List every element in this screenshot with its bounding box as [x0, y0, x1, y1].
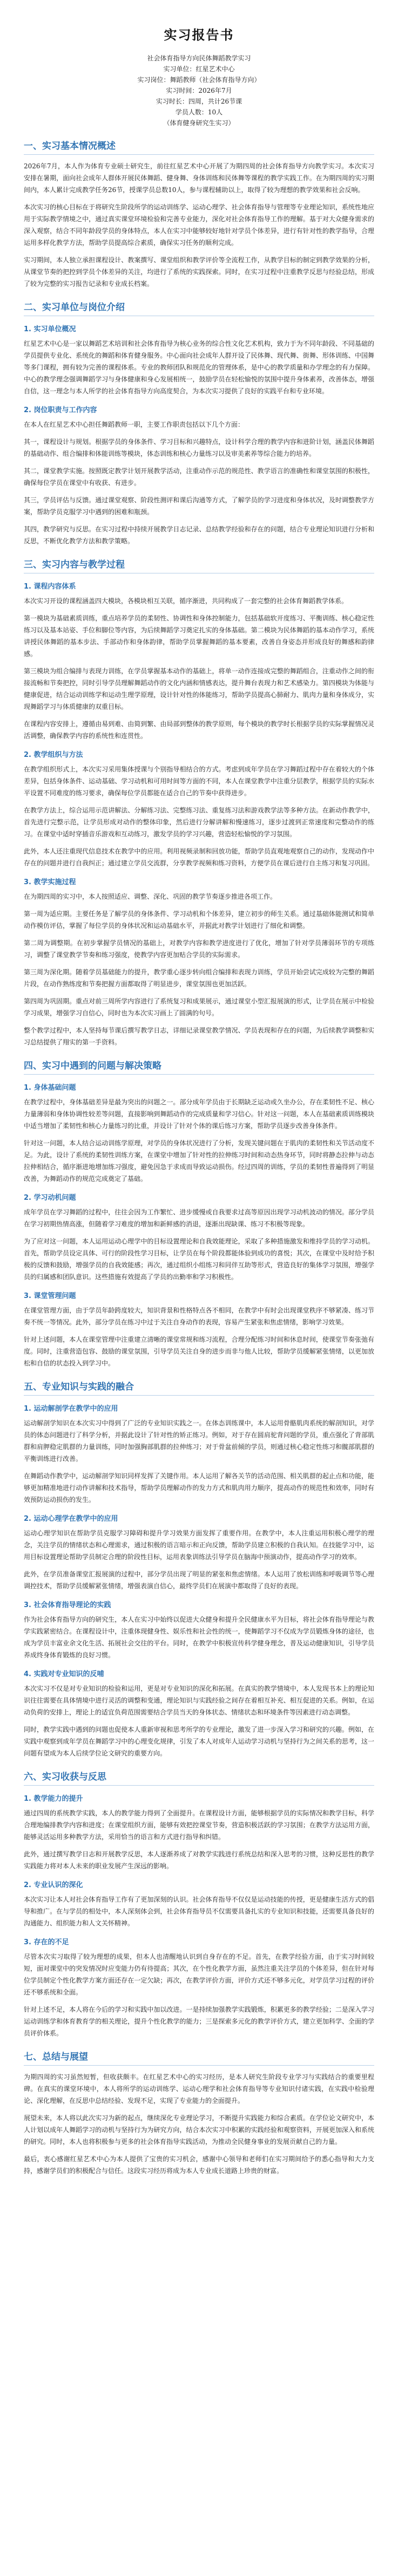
paragraph: 此外，通过撰写教学日志和开展教学反思，本人逐渐养成了对教学实践进行系统总结和深入思考的习惯，这种反思性的教学实践能力将对本人未来的职业发展产生深远的影响。 — [24, 1850, 374, 1870]
paragraph: 本次实习不仅是对专业知识的检验和运用，更是对专业知识的深化和拓展。在真实的教学情境中，本人发现书本上的理论知识往往需要在具体情境中进行灵活的调整和变通，理论知识与实践经验之间存在着相互补充、相互促进的关系。例如，在运动负荷的安排上，理论上的适宜负荷范围需要结合学员当天的身体状态、情绪状态和环境条件等因素进行动态调整。 — [24, 1685, 374, 1716]
paragraph: 运动解剖学知识在本次实习中得到了广泛的专业知识实践之一。在体态训练课中，本人运用骨骼肌肉系统的解剖知识，对学员的体态问题进行了科学分析，并据此设计了针对性的矫正练习。例如，对于存在圆肩驼背问题的学员，重点强化了背部肌群和肩胛稳定肌群的力量训练，同时加强胸部肌群的拉伸练习；对于骨盆前倾的学员，则通过核心稳定性练习和髋部肌群的平衡训练进行改善。 — [24, 1419, 374, 1463]
subsection-heading: 1. 实习单位概况 — [24, 325, 76, 333]
subsection-heading: 1. 教学能力的提升 — [24, 1795, 83, 1803]
paragraph: 其二，课堂教学实施。按照既定教学计划开展教学活动，注重动作示范的规范性、教学语言的准确性和课堂氛围的积极性，确保每位学员在课堂中有收获、有进步。 — [24, 467, 374, 487]
paragraph: 在教学方法上，综合运用示范讲解法、分解练习法、完整练习法、重复练习法和游戏教学法等多种方法。在新动作教学中，首先进行完整示范，让学员形成对动作的整体印象，然后进行分解讲解和慢速练习，逐步过渡到正常速度和完整动作的练习。在课堂中适时穿插音乐游戏和互动练习，激发学员的学习兴趣，营造轻松愉悦的学习氛围。 — [24, 807, 374, 838]
meta-line: 实习岗位：舞蹈教师（社会体育指导方向） — [137, 76, 261, 84]
paragraph: 实习期间，本人独立承担课程设计、教案撰写、课堂组织和教学评价等全流程工作，从教学目标的制定到教学效果的分析，从课堂节奏的把控到学员个体差异的关注，均进行了系统的实践探索。同时，在实习过程中注重教学反思与经验总结，形成了较为完整的实习报告记录和专业成长档案。 — [24, 256, 374, 288]
report-section — [24, 1771, 374, 2039]
meta-line: 实习单位：红星艺术中心 — [163, 65, 235, 73]
paragraph: 在课程内容安排上，遵循由易到难、由简到繁、由局部到整体的教学原则，每个模块的教学时长根据学员的实际掌握情况灵活调整，确保教学内容的系统性和连贯性。 — [24, 720, 374, 740]
paragraph: 在本人在红星艺术中心担任舞蹈教师一职，主要工作职责包括以下几个方面： — [24, 421, 245, 428]
meta-line: 实习时长：四周，共计26节课 — [156, 98, 242, 105]
subsection-heading: 3. 存在的不足 — [24, 1938, 69, 1946]
paragraph: 此外，本人还注重现代信息技术在教学中的应用。利用视频录制和回放功能，帮助学员直观地观察自己的动作，发现动作中存在的问题并进行自我纠正；通过建立学员交流群，分享教学视频和练习资料，方便学员在课后进行自主练习和复习巩固。 — [24, 848, 374, 867]
subsection-heading: 3. 教学实施过程 — [24, 878, 76, 886]
report-body — [24, 140, 374, 2177]
section-heading: 三、实习内容与教学过程 — [24, 559, 374, 573]
subsection-heading: 3. 社会体育指导理论的实践 — [24, 1601, 111, 1609]
paragraph: 展望未来，本人将以此次实习为新的起点，继续深化专业理论学习，不断提升实践能力和综合素质。在学位论文研究中，本人计划以成年人舞蹈学习的动机与坚持行为为研究方向，结合本次实习中积累的实践经验和观察资料，开展更加深入和系统的研究。同时，本人也将积极参与更多的社会体育指导实践活动，为推动全民健身事业的发展贡献自己的力量。 — [24, 2114, 374, 2145]
report-section — [24, 1381, 374, 1759]
paragraph: 整个教学过程中，本人坚持每节课后撰写教学日志，详细记录课堂教学情况、学员表现和存在的问题，为后续教学调整和实习总结提供了翔实的第一手资料。 — [24, 1027, 374, 1046]
paragraph: 尽管本次实习取得了较为理想的成果，但本人也清醒地认识到自身存在的不足。首先，在教学经验方面，由于实习时间较短，面对课堂中的突发情况时应变能力仍有待提高；其次，在个性化教学方面，虽然注重关注学员的个体差异，但在针对每位学员制定个性化教学方案方面还存在一定欠缺；再次，在教学评价方面，评价方式还不够多元化，对学员学习过程的评价还不够系统和全面。 — [24, 1953, 374, 1996]
paragraph: 通过四周的系统教学实践，本人的教学能力得到了全面提升。在课程设计方面，能够根据学员的实际情况和教学目标，科学合理地编排教学内容和进度；在课堂组织方面，能够有效把控课堂节奏，营造积极活跃的学习氛围；在教学方法运用方面，能够灵活运用多种教学方法，采用恰当的语言和方式进行指导和纠错。 — [24, 1809, 374, 1841]
section-heading: 四、实习中遇到的问题与解决策略 — [24, 1060, 374, 1075]
paragraph: 在舞蹈动作教学中，运动解剖学知识同样发挥了关键作用。本人运用了解各关节的活动范围、相关肌群的起止点和功能，能够更加精准地进行动作讲解和技术指导，帮助学员理解动作的发力方式和肌肉用力顺序，提高动作的规范性和效率，同时有效预防运动损伤的发生。 — [24, 1472, 374, 1504]
paragraph: 本次实习让本人对社会体育指导工作有了更加深刻的认识。社会体育指导不仅仅是运动技能的传授，更是健康生活方式的倡导和推广。在与学员的相处中，本人深刻体会到，社会体育指导员不仅需要具备扎实的专业知识和技能，还需要具备良好的沟通能力、组织能力和人文关怀精神。 — [24, 1896, 374, 1927]
section-heading: 二、实习单位与岗位介绍 — [24, 302, 374, 316]
paragraph: 最后，衷心感谢红星艺术中心为本人提供了宝贵的实习机会，感谢中心领导和老师们在实习期间给予的悉心指导和大力支持，感谢学员们的积极配合与信任。这段实习经历将成为本人专业成长道路上珍贵的财富。 — [24, 2155, 374, 2175]
report-section — [24, 559, 374, 1048]
paragraph: 其四，教学研究与反思。在实习过程中持续开展教学日志记录、总结教学经验和存在的问题，结合专业理论知识进行分析和反思，不断优化教学方法和教学策略。 — [24, 525, 374, 545]
paragraph: 为期四周的实习虽然短暂，但收获颇丰。在红星艺术中心的实习经历，是本人研究生阶段专业学习与实践结合的重要里程碑。在真实的课堂环境中，本人将所学的运动训练学、运动心理学和社会体育指导等专业知识付诸实践，在实践中检验理论、深化理解，在反思中总结经验、发现不足，实现了专业能力的全面提升。 — [24, 2073, 374, 2104]
report-section — [24, 1060, 374, 1369]
paragraph: 为了应对这一问题，本人运用运动心理学中的目标设置理论和自我效能理论，采取了多种措施激发和维持学员的学习动机。首先，帮助学员设定具体、可行的阶段性学习目标，让学员在每个阶段都能体验到成功的喜悦；其次，在课堂中及时给予积极的反馈和鼓励，增强学员的自我效能感；再次，通过组织小组练习和同伴互助等形式，营造良好的集体学习氛围，增强学员的归属感和团队意识。这些措施有效提高了学员的出勤率和学习积极性。 — [24, 1238, 374, 1281]
paragraph: 作为社会体育指导方向的研究生，本人在实习中始终以促进大众健身和提升全民健康水平为目标，将社会体育指导理论与教学实践紧密结合。在课程设计中，注重体现健身性、娱乐性和社会性的统一，使舞蹈学习不仅成为学员锻炼身体的途径，也成为学员丰富业余文化生活、拓展社会交往的平台。同时，在教学中积极宣传科学健身理念，普及运动健康知识，引导学员养成终身体育锻炼的良好习惯。 — [24, 1616, 374, 1659]
paragraph: 本次实习开设的课程涵盖四大模块，各模块相互关联，循序渐进，共同构成了一套完整的社会体育舞蹈教学体系。 — [24, 597, 348, 605]
paragraph: 第二周为调整期。在初步掌握学员情况的基础上，对教学内容和教学进度进行了优化，增加了针对学员薄弱环节的专项练习，调整了课堂教学节奏和练习强度，使教学内容更加贴合学员的实际需求。 — [24, 939, 374, 959]
paragraph: 第三模块为组合编排与表现力训练，在学员掌握基本动作的基础上，将单一动作连接成完整的舞蹈组合，注重动作之间的衔接流畅和节奏把控，同时引导学员理解舞蹈动作的文化内涵和情感表达，提升舞台表现力和艺术感染力。第四模块为体能与健康促进，结合运动训练学和运动生理学原理，设计针对性的体能练习，帮助学员提高心肺耐力、肌肉力量和身体成分，实现舞蹈学习与体质健康的双重目标。 — [24, 667, 374, 710]
paragraph: 在课堂管理方面，由于学员年龄跨度较大，知识背景和性格特点各不相同，在教学中有时会出现课堂秩序不够紧凑、练习节奏不统一等情况。此外，部分学员在练习中过于关注自身动作的表现，容易产生紧张和焦虑情绪，影响学习效果。 — [24, 1307, 374, 1326]
paragraph: 针对这一问题，本人结合运动训练学原理，对学员的身体状况进行了分析，发现关键问题在于肌肉的柔韧性和关节活动度不足。为此，设计了系统的柔韧性训练方案，在课堂中增加了针对性的拉伸练习时间和动态热身环节，同时将静态拉伸与动态拉伸相结合，循序渐进地增加练习强度，避免因急于求成而导致运动损伤。经过四周的训练，学员的柔韧性普遍得到了明显改善，为舞蹈动作的规范完成奠定了基础。 — [24, 1139, 374, 1183]
paragraph: 2026年7月，本人作为体育专业硕士研究生，前往红星艺术中心开展了为期四周的社会体育指导方向教学实习。本次实习安排在暑期，面向社会成年人群体开展民体舞蹈、健身舞、身体训练和民体舞等课程的教学实践工作。在为期四周的实习期间内，本人累计完成教学任务26节，授课学员总数10人，参与课程辅助以上，取得了较为理想的教学效果和社会反响。 — [24, 162, 374, 194]
paragraph: 其三，学员评估与反馈。通过课堂观察、阶段性测评和课后沟通等方式，了解学员的学习进度和身体状况，及时调整教学方案，帮助学员克服学习中遇到的困难和瓶颈。 — [24, 496, 374, 516]
section-heading: 六、实习收获与反思 — [24, 1771, 374, 1786]
paragraph: 同时，教学实践中遇到的问题也促使本人重新审视和思考所学的专业理论，激发了进一步深入学习和研究的兴趣。例如，在实践中观察到成年学员在舞蹈学习中的心理变化规律，引发了本人对成年人运动学习动机与坚持行为之间关系的思考，这一问题有望成为本人后续学位论文研究的重要方向。 — [24, 1726, 374, 1757]
report-meta — [24, 53, 374, 128]
report-section — [24, 140, 374, 290]
subsection-heading: 2. 教学组织与方法 — [24, 751, 83, 759]
paragraph: 在为期四周的实习中，本人按照适应、调整、深化、巩固的教学节奏逐步推进各项工作。 — [24, 893, 277, 900]
meta-line: 实习时间：2026年7月 — [166, 87, 232, 94]
section-heading: 一、实习基本情况概述 — [24, 140, 374, 155]
paragraph: 成年学员在学习舞蹈的过程中，往往会因为工作繁忙、进步缓慢或自我要求过高等原因出现学习动机波动的情况。部分学员在学习初期热情高涨，但随着学习难度的增加和新鲜感的消退，逐渐出现缺课、练习不积极等现象。 — [24, 1208, 374, 1228]
meta-line: 学员人数：10人 — [175, 108, 223, 116]
paragraph: 本次实习的核心目标在于将研究生阶段所学的运动训练学、运动心理学、社会体育指导与管理等专业理论知识，系统性地应用于实际教学情境之中，通过真实课堂环境检验和完善专业能力，深化对社会体育指导工作的理解。基于对大众健身需求的深入观察，结合不同年龄段学员的身体特点，本人在实习中能够较好地针对学员个体差异，进行有针对性的教学指导，合理运用多样化教学方法，帮助学员提高综合素质，确保实习任务的顺利完成。 — [24, 203, 374, 247]
subsection-heading: 1. 运动解剖学在教学中的应用 — [24, 1405, 118, 1413]
subsection-heading: 2. 岗位职责与工作内容 — [24, 406, 97, 414]
paragraph: 针对上述不足，本人将在今后的学习和实践中加以改进。一是持续加强教学实践锻炼，积累更多的教学经验；二是深入学习运动训练学和体育教育学的相关理论，提升个性化教学的能力；三是探索多元化的教学评价方式，建立更加科学、全面的学员评价体系。 — [24, 2006, 374, 2037]
subsection-heading: 4. 实践对专业知识的反哺 — [24, 1670, 104, 1678]
paragraph: 红星艺术中心是一家以舞蹈艺术培训和社会体育指导为核心业务的综合性文化艺术机构，致力于为不同年龄段、不同基础的学员提供专业化、系统化的舞蹈和体育健身服务。中心面向社会成年人群开设了民体舞、现代舞、街舞、形体训练、中国舞等多门课程，拥有较为完善的课程体系。专业的教师团队和规范化的管理体系，是中心的教学质量和办学理念的有力保障。中心的教学理念强调舞蹈学习与身体健康和身心发展相统一，鼓励学员在轻松愉悦的氛围中提升身体素养，改善体态，增强自信，这一理念与本人所学的社会体育指导方向高度契合，为本次实习提供了良好的实践平台和专业环境。 — [24, 340, 374, 395]
meta-line: 社会体育指导方向民体舞蹈教学实习 — [147, 54, 251, 62]
paragraph: 在教学组织形式上，本次实习采用集体授课与个别指导相结合的方式。考虑到成年学员在学习舞蹈过程中存在着较大的个体差异，包括身体条件、运动基础、学习动机和可用时间等方面的不同，本人在课堂教学中注重分层教学，根据学员的实际水平设置不同难度的练习要求，确保每位学员都能在适合自己的节奏中获得进步。 — [24, 766, 374, 797]
section-heading: 七、总结与展望 — [24, 2051, 374, 2066]
subsection-heading: 1. 身体基础问题 — [24, 1084, 76, 1092]
subsection-heading: 2. 运动心理学在教学中的应用 — [24, 1515, 118, 1523]
paragraph: 第一模块为基础素质训练，重点培养学员的柔韧性、协调性和身体控制能力，包括基础软开度练习、平衡训练、核心稳定性练习以及基本站姿、手位和脚位等内容，为后续舞蹈学习奠定扎实的身体基础。第二模块为民体舞蹈的基本动作学习，系统讲授民体舞蹈的基本步法、手部动作和身体韵律，帮助学员掌握舞蹈的基本要素，改善自身姿态并形成良好的舞感和韵律感。 — [24, 614, 374, 658]
paragraph: 第四周为巩固期。重点对前三周所学内容进行了系统复习和成果展示，通过课堂小型汇报展演的形式，让学员在展示中检验学习成果，增强学习自信心，同时也为本次实习画上了圆满的句号。 — [24, 997, 374, 1017]
report-section — [24, 302, 374, 547]
report-title: 实习报告书 — [164, 28, 234, 43]
subsection-heading: 2. 学习动机问题 — [24, 1194, 76, 1202]
subsection-heading: 1. 课程内容体系 — [24, 583, 76, 591]
subsection-heading: 3. 课堂管理问题 — [24, 1292, 76, 1300]
subsection-heading: 2. 专业认识的深化 — [24, 1881, 83, 1889]
paragraph: 此外，在学员准备课堂汇报展演的过程中，部分学员出现了明显的紧张和焦虑情绪。本人运用了放松训练和呼吸调节等心理调控技术，帮助学员缓解紧张情绪，增强表演自信心，最终学员们在展演中都取得了良好的表现。 — [24, 1570, 374, 1590]
paragraph: 针对上述问题，本人在课堂管理中注重建立清晰的课堂常规和练习流程，合理分配练习时间和休息时间，使课堂节奏张弛有度。同时，注重营造包容、鼓励的课堂氛围，引导学员关注自身的进步而非与他人比较，帮助学员缓解紧张情绪，以更加放松和自信的状态投入到学习中。 — [24, 1336, 374, 1367]
paragraph: 第三周为深化期。随着学员基础能力的提升，教学重心逐步转向组合编排和表现力训练，学员开始尝试完成较为完整的舞蹈片段，在动作熟练度和节奏把握方面都取得了明显进步，课堂氛围也更加活跃。 — [24, 968, 374, 988]
meta-line: （体育健身研究生实习） — [163, 119, 235, 127]
section-heading: 五、专业知识与实践的融合 — [24, 1381, 374, 1396]
paragraph: 第一周为适应期。主要任务是了解学员的身体条件、学习动机和个体差异，建立初步的师生关系。通过基础体能测试和简单动作模仿评估，掌握了每位学员的身体状况和运动基础水平，并据此对教学计划进行了细化和调整。 — [24, 910, 374, 930]
paragraph: 在教学过程中，身体基础差异是最为突出的问题之一。部分成年学员由于长期缺乏运动或久坐办公，存在柔韧性不足、核心力量薄弱和身体协调性较差等问题，直接影响到舞蹈动作的完成质量和学习信心。针对这一问题，本人在基础素质训练模块中适当增加了柔韧性和核心力量练习的比重，并设计了针对个体的课后练习方案，帮助学员逐步改善身体条件。 — [24, 1098, 374, 1130]
paragraph: 其一，课程设计与规划。根据学员的身体条件、学习目标和兴趣特点，设计科学合理的教学内容和进阶计划，涵盖民体舞蹈的基础动作、组合编排和体能训练等模块，体态训练和核心力量练习以及审美素养等综合能力的培养。 — [24, 438, 374, 457]
paragraph: 运动心理学知识在帮助学员克服学习障碍和提升学习效果方面发挥了重要作用。在教学中，本人注重运用积极心理学的理念，关注学员的情绪状态和心理需求，通过积极的语言暗示和正向反馈，帮助学员建立积极的自我认知。在技能学习中，运用目标设置理论帮助学员制定合理的阶段性目标，运用表象训练法引导学员在脑海中预演动作，提高动作学习的效率。 — [24, 1529, 374, 1561]
report-section — [24, 2051, 374, 2177]
